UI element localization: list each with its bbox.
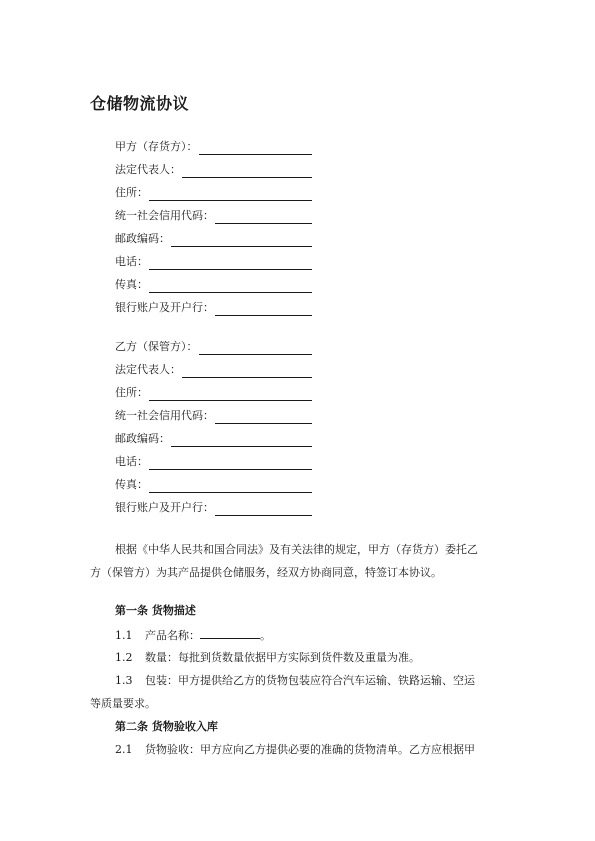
fill-in-line [215,411,312,424]
clause-1-2 [115,650,420,666]
party-a-bank-field [115,300,312,316]
fill-in-line [215,303,312,316]
fill-in-line [149,188,312,201]
party-b-fax-field [115,477,312,493]
party-a-name-field [115,139,312,155]
clause-2-1 [115,742,475,758]
party-a-legal-rep-field [115,162,312,178]
fill-in-line [149,388,312,401]
clause-text: 包装：甲方提供给乙方的货物包装应符合汽车运输、铁路运输、空运 [145,674,475,687]
party-a-postcode-field [115,231,312,247]
article-2-heading: 第二条 货物验收入库 [115,720,218,733]
fill-in-line [149,457,312,470]
field-label: 住所： [115,386,148,399]
clause-end: 。 [260,629,271,642]
fill-in-line [199,342,313,355]
field-label: 邮政编码： [115,232,170,245]
preamble-line-1: 根据《中华人民共和国合同法》及有关法律的规定，甲方（存货方）委托乙 [115,543,478,556]
field-label: 邮政编码： [115,432,170,445]
clause-1-3-continued: 等质量要求。 [90,697,156,710]
field-label: 乙方（保管方）： [115,340,198,353]
field-label: 法定代表人： [115,363,181,376]
fill-in-line [215,211,312,224]
party-b-name-field [115,339,312,355]
document-title: 仓储物流协议 [90,94,190,113]
clause-number: 1.1 [115,629,133,642]
fill-in-line [199,142,313,155]
field-label: 法定代表人： [115,163,181,176]
field-label: 甲方（存货方）： [115,140,198,153]
party-a-fax-field [115,277,312,293]
fill-in-line [149,257,312,270]
fill-in-line [182,365,312,378]
party-a-address-field [115,185,312,201]
field-label: 统一社会信用代码： [115,209,214,222]
fill-in-line [171,434,312,447]
clause-text: 货物验收：甲方应向乙方提供必要的准确的货物清单。乙方应根据甲 [145,743,475,756]
fill-in-line [171,234,312,247]
clause-number: 2.1 [115,743,133,756]
fill-in-line [149,280,312,293]
clause-text: 数量：每批到货数量依据甲方实际到货件数及重量为准。 [145,651,420,664]
party-b-legal-rep-field [115,362,312,378]
preamble-line-2: 方（保管方）为其产品提供仓储服务，经双方协商同意，特签订本协议。 [90,566,442,579]
field-label: 银行账户及开户行： [115,301,214,314]
clause-1-3 [115,673,475,689]
party-b-phone-field [115,454,312,470]
clause-1-1 [115,627,271,644]
field-label: 电话： [115,255,148,268]
article-1-heading: 第一条 货物描述 [115,604,196,617]
product-name-blank [200,627,260,639]
fill-in-line [149,480,312,493]
clause-number: 1.2 [115,651,133,664]
party-b-credit-code-field [115,408,312,424]
field-label: 统一社会信用代码： [115,409,214,422]
field-label: 传真： [115,478,148,491]
fill-in-line [182,165,312,178]
party-b-bank-field [115,500,312,516]
field-label: 电话： [115,455,148,468]
clause-text: 产品名称： [145,629,200,642]
fill-in-line [215,503,312,516]
field-label: 住所： [115,186,148,199]
party-a-credit-code-field [115,208,312,224]
field-label: 银行账户及开户行： [115,501,214,514]
party-b-address-field [115,385,312,401]
party-a-phone-field [115,254,312,270]
field-label: 传真： [115,278,148,291]
party-b-postcode-field [115,431,312,447]
clause-number: 1.3 [115,674,133,687]
